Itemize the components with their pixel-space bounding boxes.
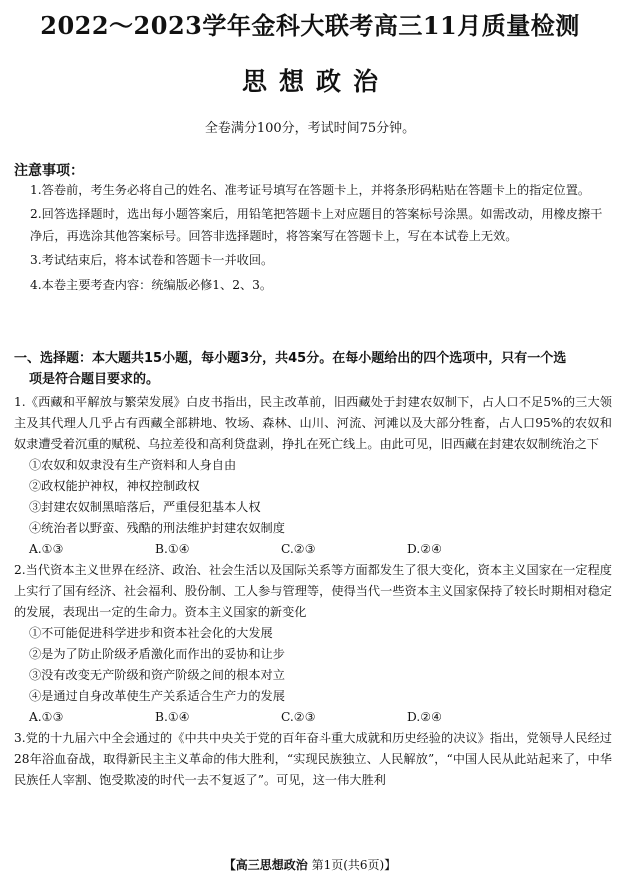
note-item: 1.答卷前，考生务必将自己的姓名、准考证号填写在答题卡上，并将条形码粘贴在答题卡上的指定位置。: [30, 183, 591, 197]
question-option-item: ②是为了防止阶级矛盾激化而作出的妥协和让步: [29, 647, 285, 661]
notes-heading: 注意事项：: [14, 163, 84, 179]
choice-d: D.②④: [407, 710, 443, 724]
choice-b: B.①④: [155, 710, 190, 724]
choice-a: A.①③: [29, 542, 64, 556]
notes-list: [30, 180, 610, 299]
question-1: [14, 392, 612, 560]
question-option-item: ④统治者以野蛮、残酷的刑法维护封建农奴制度: [29, 521, 285, 535]
question-stem: 3.党的十九届六中全会通过的《中共中央关于党的百年奋斗重大成就和历史经验的决议》指出，党领导人民经过28年浴血奋战，取得新民主主义革命的伟大胜利，“实现民族独立、人民解放”，“中国人民从此站起来了，中华民族任人宰割、饱受欺凌的时代一去不复返了”。可见，这一伟大胜利: [14, 731, 612, 787]
subject-title: 思想政治: [241, 67, 390, 96]
section-header: [14, 348, 610, 390]
footer-tag: 【高三思想政治: [223, 858, 308, 872]
answer-choices: [14, 539, 612, 560]
question-option-item: ①农奴和奴隶没有生产资料和人身自由: [29, 458, 237, 472]
choice-c: C.②③: [281, 542, 316, 556]
question-2: [14, 560, 612, 728]
question-list: [14, 392, 612, 791]
page-footer: [0, 856, 620, 873]
question-stem: 1.《西藏和平解放与繁荣发展》白皮书指出，民主改革前，旧西藏处于封建农奴制下，占人口不足5%的三大领主及其代理人几乎占有西藏全部耕地、牧场、森林、山川、河流、河滩以及大部分牲畜，占人口95%的农奴和奴隶遭受着沉重的赋税、乌拉差役和高利贷盘剥，挣扎在死亡线上。由此可见，旧西藏在封建农奴制统治之下: [14, 395, 612, 451]
question-option-item: ①不可能促进科学进步和资本社会化的大发展: [29, 626, 273, 640]
choice-d: D.②④: [407, 542, 443, 556]
question-3: [14, 728, 612, 791]
exam-title: 2022～2023学年金科大联考高三11月质量检测: [40, 11, 580, 40]
question-option-item: ②政权能护神权，神权控制政权: [29, 479, 200, 493]
section-header-line1: 一、选择题：本大题共15小题，每小题3分，共45分。在每小题给出的四个选项中，只有一个选: [14, 351, 567, 366]
question-stem: 2.当代资本主义世界在经济、政治、社会生活以及国际关系等方面都发生了很大变化，资本主义国家在一定程度上实行了国有经济、社会福利、股份制、工人参与管理等，使得当代一些资本主义国家保持了较长时期相对稳定的发展，表现出一定的生命力。资本主义国家的新变化: [14, 563, 612, 619]
note-item: 3.考试结束后，将本试卷和答题卡一并收回。: [30, 253, 274, 268]
note-item: 2.回答选择题时，选出每小题答案后，用铅笔把答题卡上对应题目的答案标号涂黑。如需改动，用橡皮擦干净后，再选涂其他答案标号。回答非选择题时，将答案写在答题卡上，写在本试卷上无效。: [30, 207, 603, 243]
choice-c: C.②③: [281, 710, 316, 724]
question-option-item: ④是通过自身改革使生产关系适合生产力的发展: [29, 689, 285, 703]
question-option-item: ③封建农奴制黑暗落后，严重侵犯基本人权: [29, 500, 261, 514]
section-header-line2: 项是符合题目要求的。: [29, 372, 160, 387]
question-option-item: ③没有改变无产阶级和资产阶级之间的根本对立: [29, 668, 285, 682]
footer-page-number: 第1页(共6页)】: [311, 858, 397, 872]
answer-choices: [14, 707, 612, 728]
score-info: 全卷满分100分，考试时间75分钟。: [204, 121, 416, 136]
note-item: 4.本卷主要考查内容：统编版必修1、2、3。: [30, 277, 273, 292]
choice-a: A.①③: [29, 710, 64, 724]
choice-b: B.①④: [155, 542, 190, 556]
